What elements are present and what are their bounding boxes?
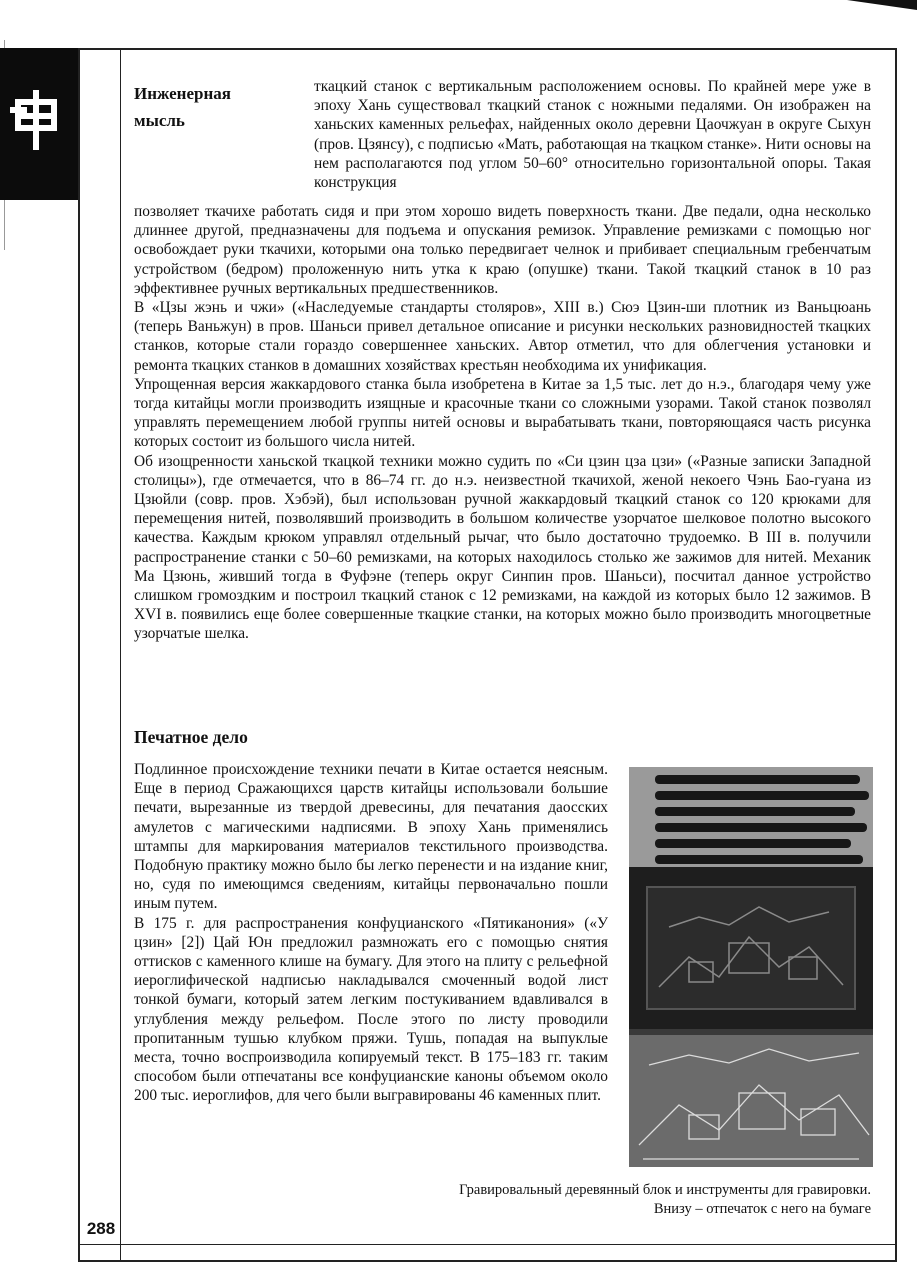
paragraph: позволяет ткачихе работать сидя и при этом хорошо видеть поверхность ткани. Две педали, одна несколько длиннее другой, предназначены для подъема и опускания ремизок. Управление ремизками с помощью ног освобождает руки ткачихи, которыми она только передвигает челнок и прибивает специальным гребенчатым устройством (бедром) проложенную нить утка к краю (опушке) ткани. Такой ткацкий станок в 10 раз эффективнее ручных вертикальных предшественников.	[134, 203, 871, 297]
paragraph: Подлинное происхождение техники печати в Китае остается неясным. Еще в период Сражающихся царств китайцы использовали большие печати, вырезанные из твердой древесины, для печатания даосских амулетов с магическими надписями. В эпоху Хань применялись штампы для маркирования материалов текстильного производства. Подобную практику можно было бы легко перенести и на издание книг, но, судя по имеющимся сведениям, китайцы первоначально пошли иным путем.	[134, 761, 608, 913]
margin-rule	[120, 48, 121, 1262]
paragraph: В 175 г. для распространения конфуцианского «Пятиканония» («У цзин» [2]) Цай Юн предложил размножать его с помощью снятия оттисков с каменного клише на бумагу. Для этого на плиту с рельефной иероглифической надписью накладывался смоченный водой лист тонкой бумаги, который затем легким постукиванием вдавливался в углубления между рельефом. После этого по листу проводили пропитанным тушью клубком пряжи. Тушь, попадая на выпуклые места, точно воспроизводила копируемый текст. В 175–183 гг. таким способом были отпечатаны все конфуцианские каноны объемом около 200 тыс. иероглифов, для чего были выгравированы 46 каменных плит.	[134, 914, 608, 1105]
section-heading-printing: Печатное дело	[134, 727, 248, 747]
section-heading-line: Инженерная	[134, 84, 231, 103]
caption-line: Гравировальный деревянный блок и инструменты для гравировки.	[459, 1182, 871, 1198]
section-body-engineering	[134, 202, 871, 644]
print-on-paper-image	[629, 1035, 873, 1167]
section-heading-engineering	[134, 80, 294, 134]
paragraph: В «Цзы жэнь и чжи» («Наследуемые стандарты столяров», XIII в.) Сюэ Цзин-ши плотник из Ваньцюань (теперь Ваньжун) в пров. Шаньси привел детальное описание и рисунки нескольких разновидностей ткацких станков, которые стали гораздо совершеннее ханьских. Автор отметил, что для облегчения установки и ремонта ткацких станков в домашних хозяйствах крестьян необходима их унификация.	[134, 299, 871, 374]
caption-line: Внизу – отпечаток с него на бумаге	[653, 1201, 871, 1217]
figure-caption	[380, 1181, 871, 1219]
footer-rule	[78, 1244, 897, 1245]
woodblock-photo	[629, 767, 873, 1167]
paragraph: Об изощренности ханьской ткацкой техники можно судить по «Си цзин цза цзи» («Разные записки Западной столицы»), где отмечается, что в 86–74 гг. до н.э. неизвестной ткачихой, женой некоего Чэнь Бао-гуана из Цзюйли (совр. пров. Хэбэй), был использован ручной жаккардовый ткацкий станок со 120 крюками для перемещения нитей, позволявший производить в большом количестве узорчатое шелковое полотно высокого качества. Каждым крюком управлял отдельный рычаг, что было достаточно трудоемко. В III в. получили распространение станки с 50–60 ремизками, на которых находилось столько же зажимов для нитей. Механик Ма Цзюнь, живший тогда в Фуфэне (теперь округ Синпин пров. Шаньси), посчитал данное устройство слишком громоздким и построил ткацкий станок с 12 ремизками, на каждой из которых было 12 зажимов. В XVI в. появились еще более совершенные ткацкие станки, на которых можно было производить многоцветные узорчатые шелка.	[134, 452, 871, 643]
section-body-printing	[134, 760, 608, 1106]
paragraph: Упрощенная версия жаккардового станка была изобретена в Китае за 1,5 тыс. лет до н.э., благодаря чему уже тогда китайцы могли производить изящные и красочные ткани со сложными узорами. Такой станок позволял управлять перемещением любой группы нитей основы и вырабатывать ткани, повторяющаяся часть рисунка которых состоит из большого числа нитей.	[134, 375, 871, 451]
carved-block-image	[629, 867, 873, 1029]
engraving-tools-image	[629, 767, 873, 867]
paragraph-loom-intro: ткацкий станок с вертикальным расположением основы. По крайней мере уже в эпоху Хань существовал ткацкий станок с ножными педалями. Он изображен на ханьских каменных рельефах, найденных около деревни Цаочжуан в округе Сыхун (пров. Цзянсу), с подписью «Мать, работающая на ткацком станке». Нити основы на нем располагаются под углом 50–60° относительно горизонтальной опоры. Такая конструкция	[314, 78, 871, 192]
page-number: 288	[86, 1219, 116, 1238]
chapter-tab	[0, 48, 80, 200]
page-corner-mark	[847, 0, 917, 10]
chinese-character-icon	[10, 90, 62, 150]
section-heading-line: мысль	[134, 111, 185, 130]
